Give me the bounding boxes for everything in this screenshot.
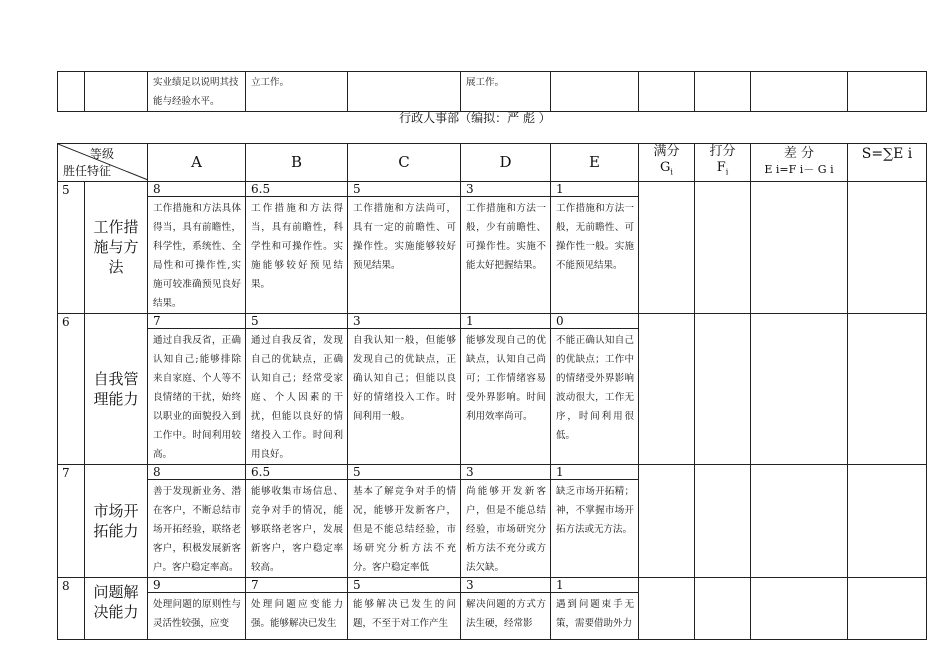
grade-description: 能够发现自己的优缺点，认知自己尚可；工作情绪容易受外界影响。时间利用效率尚可。 [466, 334, 546, 422]
difference-formula: E i=F i－ G i [764, 163, 834, 177]
grade-cell [461, 181, 551, 313]
difference-cell [751, 464, 848, 577]
top-cell [348, 72, 461, 112]
grade-description: 处理问题的原则性与灵活性较强，应变 [153, 598, 241, 629]
grade-score: 0 [551, 314, 638, 329]
grade-score: 8 [148, 182, 245, 197]
grade-score: 1 [461, 314, 550, 329]
grade-description: 缺乏市场开拓精；神，不掌握市场开拓方法或无方法。 [556, 485, 634, 535]
grade-cell [348, 464, 461, 577]
grade-score: 1 [551, 578, 638, 593]
grade-score: 8 [148, 465, 245, 480]
grade-header-a: A [148, 144, 246, 182]
competency-axis-label: 胜任特征 [63, 164, 112, 178]
top-cell [58, 72, 85, 112]
grade-cell [551, 313, 639, 464]
sum-cell [848, 181, 927, 313]
grade-score: 3 [348, 314, 460, 329]
row-number: 6 [58, 313, 85, 464]
grade-score: 1 [551, 465, 638, 480]
grade-axis-label: 等级 [90, 147, 115, 161]
grade-description: 工作措施和方法一般，无前瞻性、可操作性一般。实施不能预见结果。 [556, 202, 634, 271]
grade-description: 解决问题的方式方法生硬，经常影 [466, 598, 546, 629]
grade-description: 处理问题应变能力强。能够解决已发生 [251, 598, 343, 629]
competency-name: 问题解决能力 [85, 577, 148, 639]
grade-description: 工作措施和方法一般，少有前瞻性、可操作性。实施不能太好把握结果。 [466, 202, 546, 271]
difference-label: 差 分 [783, 146, 815, 162]
top-cell [639, 72, 695, 112]
difference-cell [751, 181, 848, 313]
score-cell [695, 313, 751, 464]
grade-cell [246, 313, 348, 464]
grade-description: 工作措施和方法具体得当，具有前瞻性，科学性，系统性、全局性和可操作性,实施可较准确预见良好结果。 [153, 202, 241, 309]
grade-cell [348, 181, 461, 313]
grade-cell [148, 181, 246, 313]
competency-name: 工作措施与方法 [85, 181, 148, 313]
full-score-cell [639, 181, 695, 313]
full-score-symbol: $G_i$ [660, 160, 673, 177]
sum-cell [848, 577, 927, 639]
competency-table [57, 143, 927, 640]
grade-cell [551, 181, 639, 313]
top-cell: 实业绩足以说明其技能与经验水平。 [148, 72, 246, 112]
grade-score: 5 [348, 182, 460, 197]
top-cell [85, 72, 148, 112]
table-row [58, 313, 927, 464]
grade-description: 尚能够开发新客户，但是不能总结经验，市场研究分析方法不充分或方法欠缺。 [466, 485, 546, 573]
row-number: 5 [58, 181, 85, 313]
row-number: 7 [58, 464, 85, 577]
top-row [58, 72, 927, 112]
top-table-fragment [57, 71, 927, 112]
grade-header-c: C [348, 144, 461, 182]
grade-cell [148, 313, 246, 464]
grade-description: 工作措施和方法得当，具有前瞻性，科学性和可操作性。实施能够较好预见结果。 [251, 202, 343, 290]
top-cell [551, 72, 639, 112]
grade-description: 工作措施和方法尚可，具有一定的前瞻性、可操作性。实施能够较好预见结果。 [353, 202, 456, 271]
header-row [58, 144, 927, 182]
table-row [58, 181, 927, 313]
top-cell [751, 72, 848, 112]
grade-cell [461, 313, 551, 464]
score-cell [695, 464, 751, 577]
competency-name: 市场开拓能力 [85, 464, 148, 577]
table-row [58, 577, 927, 639]
difference-header [751, 144, 848, 182]
grade-cell [148, 577, 246, 639]
grade-description: 遇到问题束手无策，需要借助外力 [556, 598, 634, 629]
grade-description: 自我认知一般，但能够发现自己的优缺点，正确认知自己；但能以良好的情绪投入工作。时间利用一般。 [353, 334, 456, 422]
grade-cell [461, 577, 551, 639]
grade-score: 6.5 [246, 465, 347, 480]
difference-cell [751, 577, 848, 639]
grade-cell [348, 577, 461, 639]
sum-cell [848, 464, 927, 577]
grade-cell [551, 577, 639, 639]
grade-description: 通过自我反省，正确认知自己;能够排除来自家庭、个人等不良情绪的干扰，始终以职业的面貌投入到工作中。时间利用较高。 [153, 334, 241, 460]
full-score-cell [639, 577, 695, 639]
top-cell [695, 72, 751, 112]
grade-cell [551, 464, 639, 577]
grade-header-d: D [461, 144, 551, 182]
grade-cell [148, 464, 246, 577]
diagonal-header-cell [58, 144, 148, 182]
full-score-cell [639, 464, 695, 577]
score-cell [695, 181, 751, 313]
top-cell: 立工作。 [246, 72, 348, 112]
grade-description: 能够收集市场信息、竞争对手的情况，能够联络老客户，发展新客户，客户稳定率较高。 [251, 485, 343, 573]
grade-cell [461, 464, 551, 577]
grade-description: 能够解决已发生的问题，不至于对工作产生 [353, 598, 456, 629]
grade-score: 6.5 [246, 182, 347, 197]
grade-description: 不能正确认知自己的优缺点；工作中的情绪受外界影响波动很大，工作无序，时间利用很低。 [556, 334, 634, 441]
score-label: 打分 [709, 144, 736, 159]
top-cell: 展工作。 [461, 72, 551, 112]
grade-cell [246, 577, 348, 639]
department-caption: 行政人事部（编拟：严 彪 ） [399, 111, 551, 125]
grade-score: 3 [461, 465, 550, 480]
competency-name: 自我管理能力 [85, 313, 148, 464]
grade-header-b: B [246, 144, 348, 182]
grade-cell [348, 313, 461, 464]
grade-score: 1 [551, 182, 638, 197]
score-header [695, 144, 751, 182]
grade-score: 3 [461, 578, 550, 593]
top-cell [848, 72, 927, 112]
grade-score: 7 [148, 314, 245, 329]
row-number: 8 [58, 577, 85, 639]
grade-score: 9 [148, 578, 245, 593]
full-score-label: 满分 [653, 144, 680, 159]
grade-header-e: E [551, 144, 639, 182]
grade-cell [246, 181, 348, 313]
grade-cell [246, 464, 348, 577]
score-cell [695, 577, 751, 639]
full-score-header [639, 144, 695, 182]
score-symbol: $F_i$ [716, 160, 729, 177]
grade-description: 基本了解竞争对手的情况，能够开发新客户，但是不能总结经验，市场研究分析方法不充分。客户稳定率低 [353, 485, 456, 573]
grade-description: 通过自我反省，发现自己的优缺点，正确认知自己；经常受家庭、个人因素的干扰，但能以良好的情绪投入工作。时间利用良好。 [251, 334, 343, 460]
full-score-cell [639, 313, 695, 464]
sum-cell [848, 313, 927, 464]
grade-description: 善于发现新业务、潜在客户，不断总结市场开拓经验，联络老客户，积极发展新客户。客户稳定率高。 [153, 485, 241, 573]
difference-cell [751, 313, 848, 464]
grade-score: 5 [246, 314, 347, 329]
grade-score: 5 [348, 465, 460, 480]
grade-score: 3 [461, 182, 550, 197]
sum-header: S=∑E i [848, 144, 927, 182]
table-row [58, 464, 927, 577]
grade-score: 5 [348, 578, 460, 593]
grade-score: 7 [246, 578, 347, 593]
